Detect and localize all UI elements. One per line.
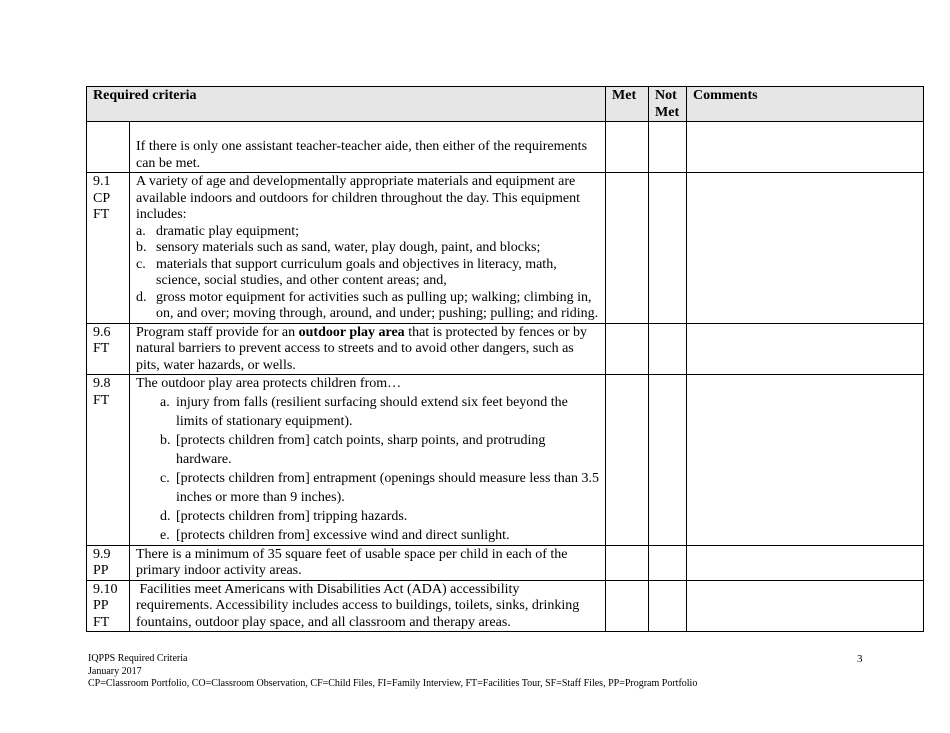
- comments-cell[interactable]: [687, 323, 924, 375]
- table-row: [87, 375, 924, 546]
- list-item: b. [protects children from] catch points, sharp points, and protruding hardware.: [160, 432, 546, 467]
- met-cell[interactable]: [606, 173, 649, 324]
- not-met-cell[interactable]: [649, 323, 687, 375]
- list-item: d. [protects children from] tripping hazards.: [160, 508, 408, 524]
- comments-cell[interactable]: [687, 122, 924, 173]
- criteria-id-cell: 9.1 CP FT: [87, 173, 130, 324]
- list-item: b. sensory materials such as sand, water, play dough, paint, and blocks;: [136, 240, 541, 255]
- table-row: [87, 323, 924, 375]
- met-cell[interactable]: [606, 375, 649, 546]
- footer-legend: CP=Classroom Portfolio, CO=Classroom Observation, CF=Child Files, FI=Family Interview, FT=Facilities Tour, SF=Staff Files, PP=Program Portfolio: [88, 678, 698, 689]
- list-item: a. injury from falls (resilient surfacing should extend six feet beyond the limits of stationary equipment).: [160, 394, 568, 429]
- criteria-text-cell: The outdoor play area protects children from… a. injury from falls (resilient surfacing should extend six feet beyond the limits of stationary equipment). b. [protects children from] catch points, sharp points, and protruding hardware. c. [protects children from] entrapment (openings should measure less than 3.5 inches or more than 9 inches). d. [protects children from] tripping hazards. e. [protects children from] excessive wind and direct sunlight.: [130, 375, 606, 546]
- met-cell[interactable]: [606, 580, 649, 632]
- comments-cell[interactable]: [687, 580, 924, 632]
- comments-cell[interactable]: [687, 545, 924, 580]
- page-number: 3: [857, 653, 863, 665]
- header-not-met: Not Met: [649, 87, 687, 122]
- not-met-cell[interactable]: [649, 545, 687, 580]
- footer-date: January 2017: [88, 665, 142, 677]
- criteria-id-cell: [87, 122, 130, 173]
- not-met-cell[interactable]: [649, 580, 687, 632]
- header-row: [87, 87, 924, 122]
- not-met-cell[interactable]: [649, 375, 687, 546]
- table-row: [87, 545, 924, 580]
- list-item: a. dramatic play equipment;: [136, 223, 300, 239]
- table-row: [87, 173, 924, 324]
- criteria-text-cell: If there is only one assistant teacher-teacher aide, then either of the requirements can be met.: [130, 122, 606, 173]
- criteria-table: [86, 86, 924, 632]
- not-met-cell[interactable]: [649, 173, 687, 324]
- criteria-text-cell: A variety of age and developmentally appropriate materials and equipment are available indoors and outdoors for children throughout the day. This equipment includes: a. dramatic play equipment; b. sensory materials such as sand, water, play dough, paint, and blocks; c. materials that support curriculum goals and objectives in literacy, math, science, social studies, and other content areas; and, d. gross motor equipment for activities such as pulling up; walking; climbing in, on, and over; moving through, around, and under; pushing; pulling; and riding.: [130, 173, 606, 324]
- header-comments: Comments: [687, 87, 924, 122]
- comments-cell[interactable]: [687, 375, 924, 546]
- table-row: [87, 122, 924, 173]
- page-footer: [88, 653, 697, 691]
- list-item: e. [protects children from] excessive wind and direct sunlight.: [160, 527, 510, 543]
- list-item: d. gross motor equipment for activities such as pulling up; walking; climbing in, on, and over; moving through, around, and under; pushing; pulling; and riding.: [136, 289, 599, 321]
- met-cell[interactable]: [606, 122, 649, 173]
- outdoor-play-area-emphasis: outdoor play area: [298, 324, 405, 340]
- criteria-text-cell: Facilities meet Americans with Disabilities Act (ADA) accessibility requirements. Accessibility includes access to buildings, toilets, sinks, drinking fountains, outdoor play space, and all classroom and therapy areas.: [130, 580, 606, 632]
- criteria-id-cell: 9.8 FT: [87, 375, 130, 546]
- list-item: c. [protects children from] entrapment (openings should measure less than 3.5 inches or more than 9 inches).: [160, 470, 599, 505]
- header-required-criteria: Required criteria: [87, 87, 606, 122]
- criteria-id-cell: 9.9 PP: [87, 545, 130, 580]
- criteria-list: [136, 393, 599, 545]
- met-cell[interactable]: [606, 545, 649, 580]
- list-item: c. materials that support curriculum goals and objectives in literacy, math, science, social studies, and other content areas; and,: [136, 256, 557, 288]
- header-met: Met: [606, 87, 649, 122]
- not-met-cell[interactable]: [649, 122, 687, 173]
- criteria-id-cell: 9.10 PP FT: [87, 580, 130, 632]
- criteria-text-cell: There is a minimum of 35 square feet of usable space per child in each of the primary indoor activity areas.: [130, 545, 606, 580]
- criteria-text-cell: Program staff provide for an outdoor play area that is protected by fences or by natural barriers to prevent access to streets and to avoid other dangers, such as pits, water hazards, or wells.: [130, 323, 606, 375]
- criteria-list: [136, 224, 599, 323]
- table-row: [87, 580, 924, 632]
- comments-cell[interactable]: [687, 173, 924, 324]
- met-cell[interactable]: [606, 323, 649, 375]
- criteria-id-cell: 9.6 FT: [87, 323, 130, 375]
- footer-doc-title: IQPPS Required Criteria: [88, 653, 188, 664]
